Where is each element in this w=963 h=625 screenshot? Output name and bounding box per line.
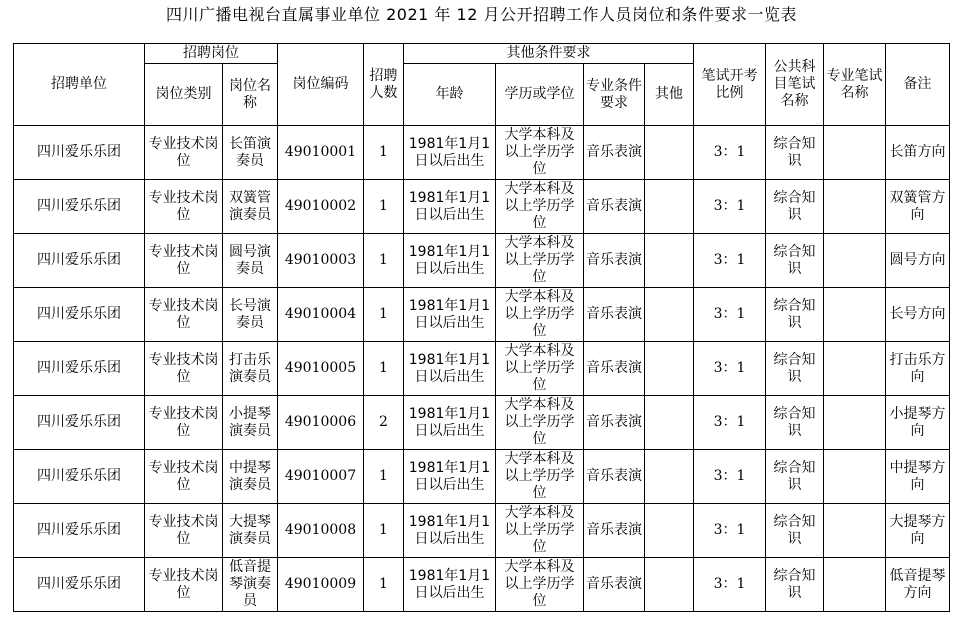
cell-education: 大学本科及以上学历学位 <box>496 558 584 612</box>
cell-remark: 打击乐方向 <box>886 342 950 396</box>
cell-remark: 低音提琴方向 <box>886 558 950 612</box>
cell-name: 长号演奏员 <box>223 288 278 342</box>
cell-remark: 双簧管方向 <box>886 180 950 234</box>
cell-code: 49010006 <box>278 396 364 450</box>
cell-name: 小提琴演奏员 <box>223 396 278 450</box>
cell-name: 长笛演奏员 <box>223 126 278 180</box>
cell-other <box>645 504 694 558</box>
cell-age: 1981年1月1日以后出生 <box>404 126 496 180</box>
cell-other <box>645 180 694 234</box>
cell-age: 1981年1月1日以后出生 <box>404 450 496 504</box>
cell-pro-subject <box>824 126 886 180</box>
header-category: 岗位类别 <box>145 64 223 126</box>
header-public-subject: 公共科目笔试名称 <box>766 44 824 126</box>
cell-other <box>645 288 694 342</box>
page-title: 四川广播电视台直属事业单位 2021 年 12 月公开招聘工作人员岗位和条件要求一览表 <box>166 5 797 24</box>
cell-education: 大学本科及以上学历学位 <box>496 288 584 342</box>
cell-pro-subject <box>824 288 886 342</box>
header-position-group: 招聘岗位 <box>145 44 278 64</box>
cell-pro-subject <box>824 342 886 396</box>
cell-other <box>645 450 694 504</box>
cell-code: 49010001 <box>278 126 364 180</box>
cell-category: 专业技术岗位 <box>145 288 223 342</box>
cell-age: 1981年1月1日以后出生 <box>404 288 496 342</box>
cell-remark: 长笛方向 <box>886 126 950 180</box>
cell-major: 音乐表演 <box>584 234 645 288</box>
cell-unit: 四川爱乐乐团 <box>14 126 145 180</box>
cell-unit: 四川爱乐乐团 <box>14 558 145 612</box>
header-other-group: 其他条件要求 <box>404 44 694 64</box>
cell-unit: 四川爱乐乐团 <box>14 342 145 396</box>
positions-table <box>13 43 950 612</box>
table-row <box>14 450 950 504</box>
cell-other <box>645 396 694 450</box>
header-unit: 招聘单位 <box>14 44 145 126</box>
table-row <box>14 504 950 558</box>
table-row <box>14 126 950 180</box>
cell-count: 1 <box>364 126 404 180</box>
cell-name: 低音提琴演奏员 <box>223 558 278 612</box>
cell-age: 1981年1月1日以后出生 <box>404 504 496 558</box>
cell-major: 音乐表演 <box>584 504 645 558</box>
cell-pro-subject <box>824 450 886 504</box>
cell-ratio: 3：1 <box>694 342 766 396</box>
cell-age: 1981年1月1日以后出生 <box>404 234 496 288</box>
header-code: 岗位编码 <box>278 44 364 126</box>
cell-name: 大提琴演奏员 <box>223 504 278 558</box>
cell-pro-subject <box>824 504 886 558</box>
cell-education: 大学本科及以上学历学位 <box>496 342 584 396</box>
cell-education: 大学本科及以上学历学位 <box>496 504 584 558</box>
header-age: 年龄 <box>404 64 496 126</box>
header-other: 其他 <box>645 64 694 126</box>
cell-category: 专业技术岗位 <box>145 504 223 558</box>
cell-code: 49010008 <box>278 504 364 558</box>
cell-public-subject: 综合知识 <box>766 396 824 450</box>
cell-pro-subject <box>824 180 886 234</box>
cell-ratio: 3：1 <box>694 288 766 342</box>
cell-age: 1981年1月1日以后出生 <box>404 180 496 234</box>
cell-unit: 四川爱乐乐团 <box>14 396 145 450</box>
header-count: 招聘人数 <box>364 44 404 126</box>
header-ratio: 笔试开考比例 <box>694 44 766 126</box>
cell-remark: 中提琴方向 <box>886 450 950 504</box>
cell-pro-subject <box>824 396 886 450</box>
cell-major: 音乐表演 <box>584 396 645 450</box>
table-row <box>14 180 950 234</box>
cell-other <box>645 342 694 396</box>
cell-education: 大学本科及以上学历学位 <box>496 450 584 504</box>
cell-name: 中提琴演奏员 <box>223 450 278 504</box>
cell-other <box>645 558 694 612</box>
cell-category: 专业技术岗位 <box>145 126 223 180</box>
cell-remark: 小提琴方向 <box>886 396 950 450</box>
cell-age: 1981年1月1日以后出生 <box>404 558 496 612</box>
cell-count: 1 <box>364 288 404 342</box>
cell-pro-subject <box>824 558 886 612</box>
cell-code: 49010002 <box>278 180 364 234</box>
cell-code: 49010003 <box>278 234 364 288</box>
cell-major: 音乐表演 <box>584 558 645 612</box>
cell-count: 1 <box>364 234 404 288</box>
cell-unit: 四川爱乐乐团 <box>14 450 145 504</box>
cell-public-subject: 综合知识 <box>766 450 824 504</box>
cell-major: 音乐表演 <box>584 450 645 504</box>
cell-count: 1 <box>364 558 404 612</box>
cell-category: 专业技术岗位 <box>145 450 223 504</box>
cell-remark: 圆号方向 <box>886 234 950 288</box>
cell-unit: 四川爱乐乐团 <box>14 288 145 342</box>
cell-remark: 长号方向 <box>886 288 950 342</box>
cell-education: 大学本科及以上学历学位 <box>496 126 584 180</box>
cell-ratio: 3：1 <box>694 396 766 450</box>
header-major: 专业条件要求 <box>584 64 645 126</box>
cell-count: 1 <box>364 504 404 558</box>
cell-ratio: 3：1 <box>694 504 766 558</box>
cell-name: 打击乐演奏员 <box>223 342 278 396</box>
cell-public-subject: 综合知识 <box>766 504 824 558</box>
cell-count: 1 <box>364 342 404 396</box>
header-education: 学历或学位 <box>496 64 584 126</box>
cell-name: 双簧管演奏员 <box>223 180 278 234</box>
cell-code: 49010009 <box>278 558 364 612</box>
cell-category: 专业技术岗位 <box>145 558 223 612</box>
table-row <box>14 234 950 288</box>
table-body <box>14 126 950 612</box>
cell-remark: 大提琴方向 <box>886 504 950 558</box>
cell-public-subject: 综合知识 <box>766 126 824 180</box>
cell-code: 49010007 <box>278 450 364 504</box>
cell-major: 音乐表演 <box>584 288 645 342</box>
cell-category: 专业技术岗位 <box>145 342 223 396</box>
cell-ratio: 3：1 <box>694 450 766 504</box>
cell-public-subject: 综合知识 <box>766 558 824 612</box>
cell-education: 大学本科及以上学历学位 <box>496 234 584 288</box>
cell-count: 1 <box>364 180 404 234</box>
cell-major: 音乐表演 <box>584 342 645 396</box>
cell-pro-subject <box>824 234 886 288</box>
cell-other <box>645 126 694 180</box>
cell-major: 音乐表演 <box>584 180 645 234</box>
table-row <box>14 342 950 396</box>
cell-ratio: 3：1 <box>694 126 766 180</box>
cell-unit: 四川爱乐乐团 <box>14 180 145 234</box>
cell-category: 专业技术岗位 <box>145 180 223 234</box>
cell-category: 专业技术岗位 <box>145 234 223 288</box>
cell-public-subject: 综合知识 <box>766 342 824 396</box>
table-row <box>14 558 950 612</box>
cell-count: 2 <box>364 396 404 450</box>
cell-ratio: 3：1 <box>694 180 766 234</box>
cell-unit: 四川爱乐乐团 <box>14 504 145 558</box>
cell-name: 圆号演奏员 <box>223 234 278 288</box>
cell-ratio: 3：1 <box>694 558 766 612</box>
header-name: 岗位名称 <box>223 64 278 126</box>
cell-age: 1981年1月1日以后出生 <box>404 342 496 396</box>
cell-education: 大学本科及以上学历学位 <box>496 180 584 234</box>
cell-category: 专业技术岗位 <box>145 396 223 450</box>
header-pro-subject: 专业笔试名称 <box>824 44 886 126</box>
header-remark: 备注 <box>886 44 950 126</box>
cell-ratio: 3：1 <box>694 234 766 288</box>
cell-public-subject: 综合知识 <box>766 234 824 288</box>
cell-code: 49010005 <box>278 342 364 396</box>
cell-other <box>645 234 694 288</box>
table-row <box>14 396 950 450</box>
cell-education: 大学本科及以上学历学位 <box>496 396 584 450</box>
cell-public-subject: 综合知识 <box>766 288 824 342</box>
cell-public-subject: 综合知识 <box>766 180 824 234</box>
table-row <box>14 288 950 342</box>
cell-count: 1 <box>364 450 404 504</box>
cell-unit: 四川爱乐乐团 <box>14 234 145 288</box>
cell-code: 49010004 <box>278 288 364 342</box>
cell-age: 1981年1月1日以后出生 <box>404 396 496 450</box>
cell-major: 音乐表演 <box>584 126 645 180</box>
